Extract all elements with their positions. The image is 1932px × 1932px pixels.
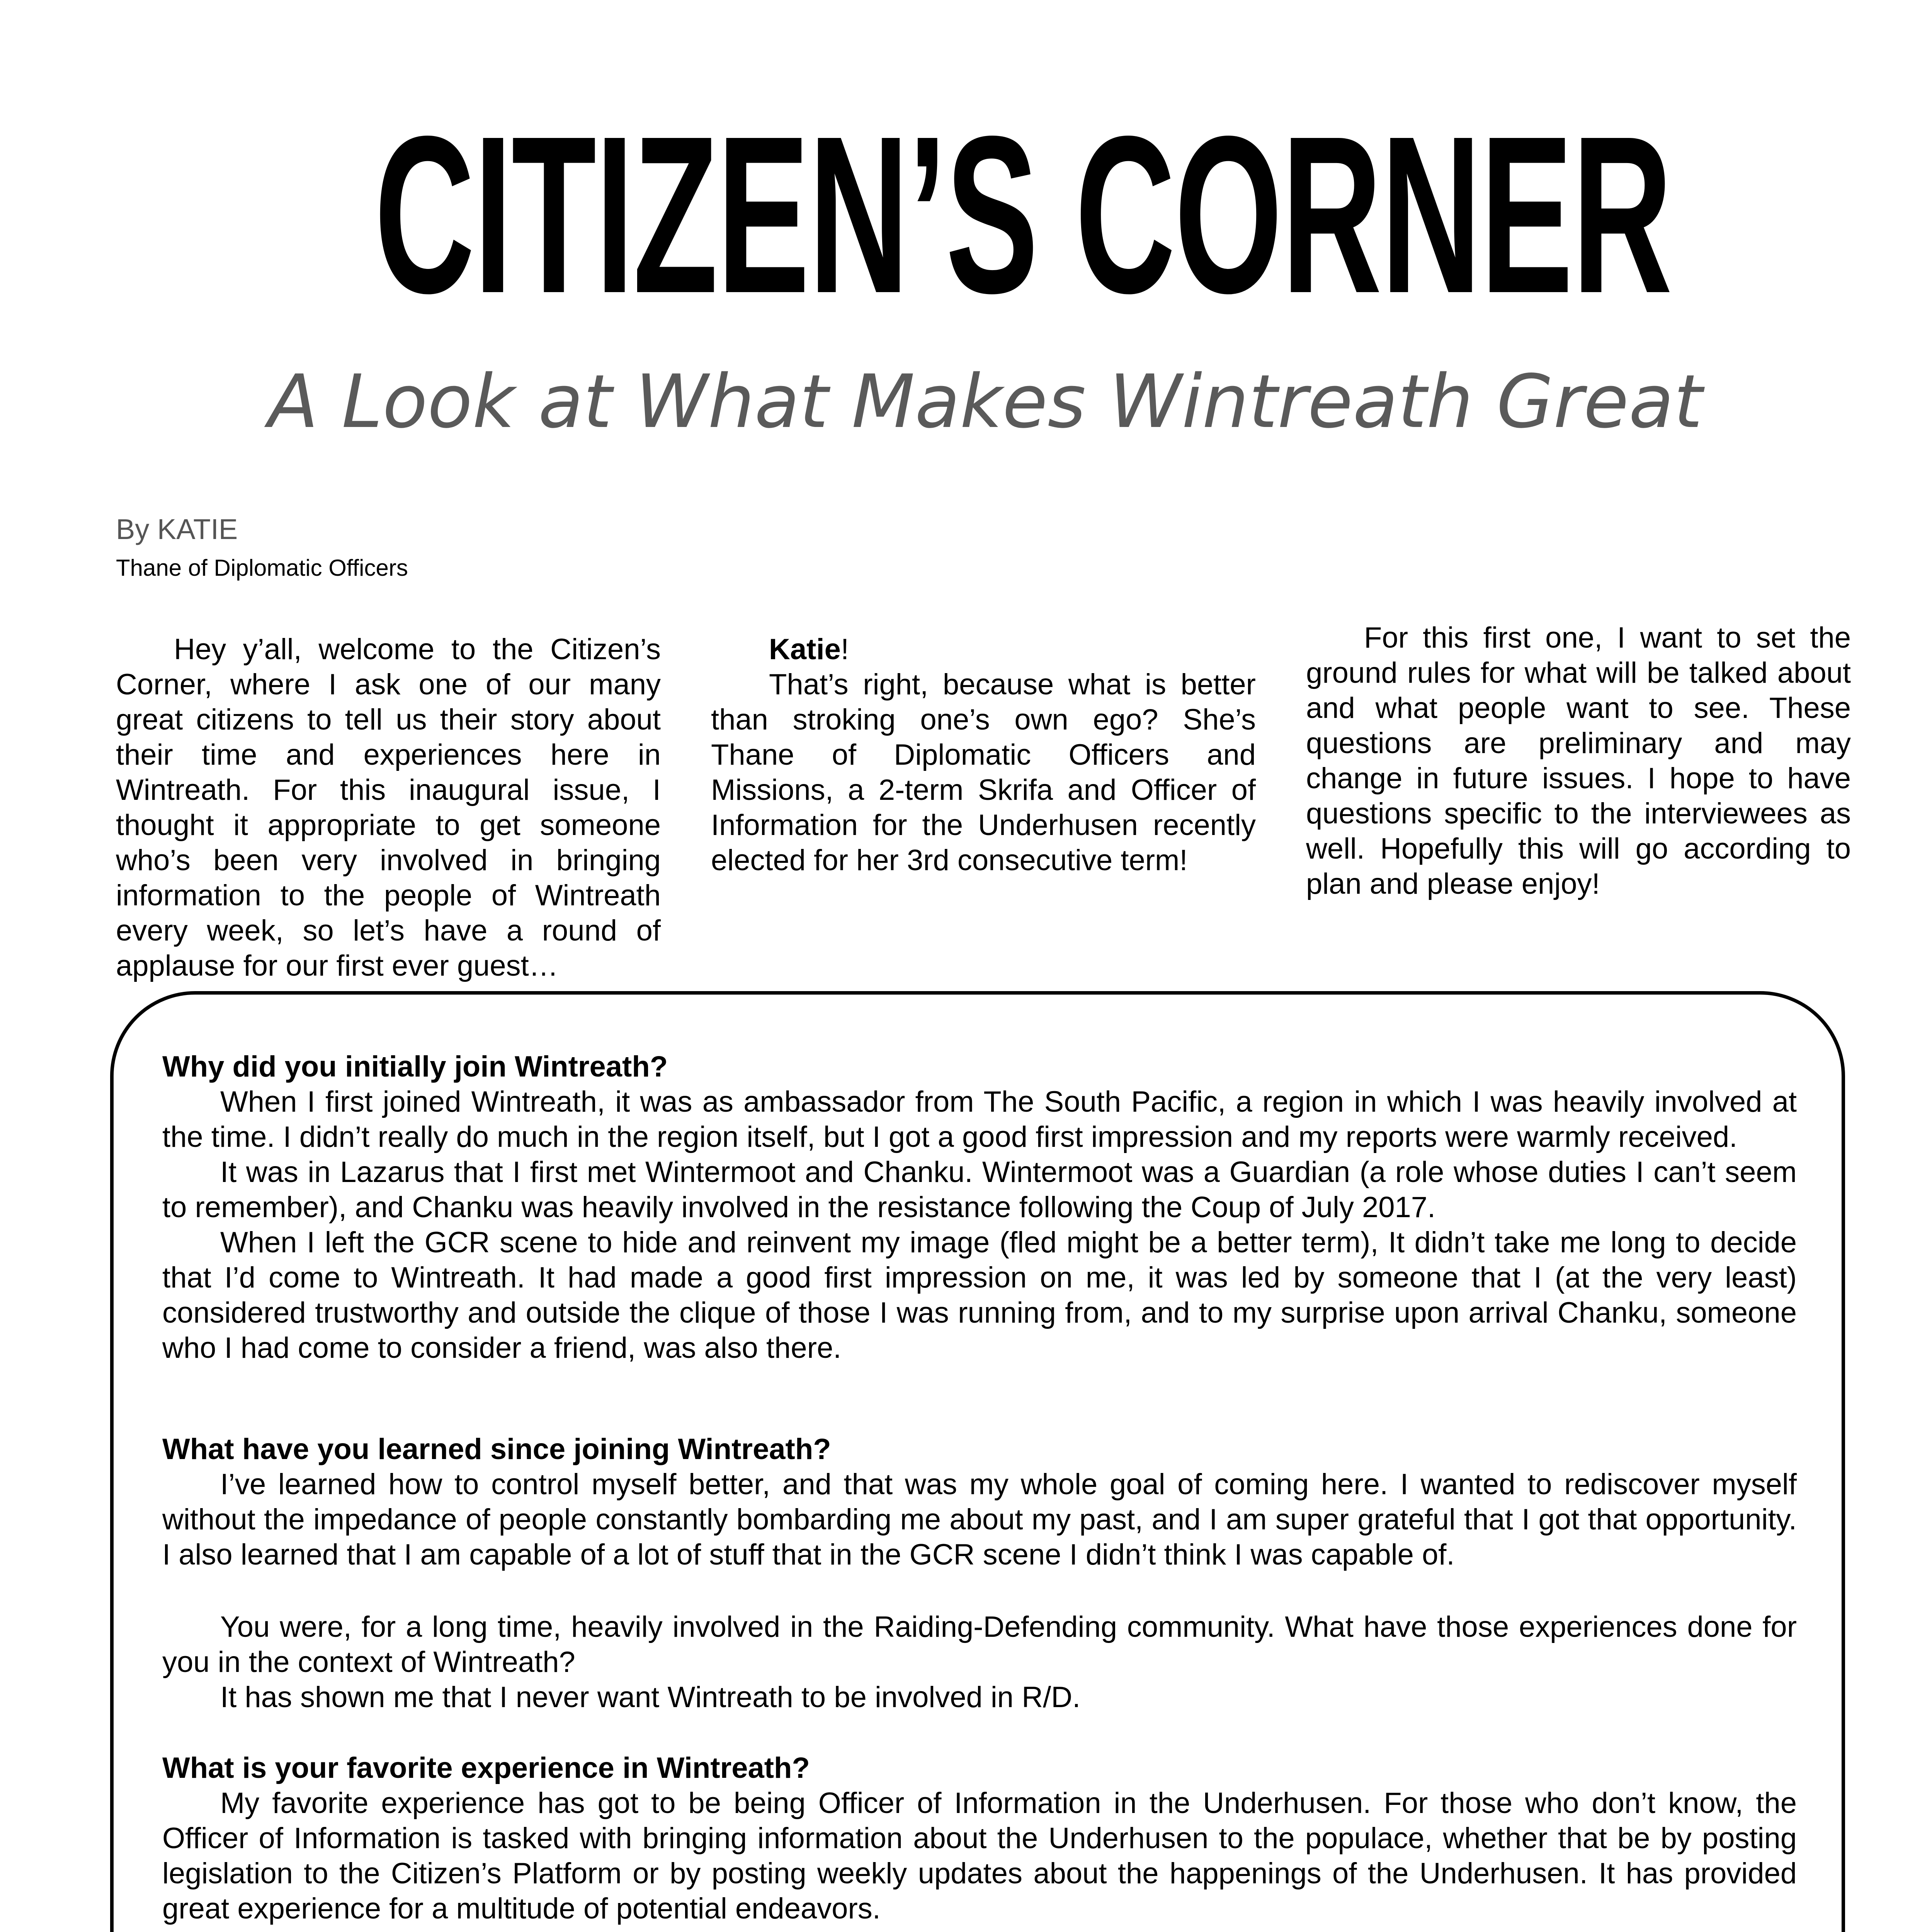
- answer: My favorite experience has got to be being Officer of Information in the Underhusen. For those who don’t know, the Officer of Information is tasked with bringing information about the Underhusen to the populace, whether that be by posting legislation to the Citizen’s Platform or by posting weekly updates about the happenings of the Underhusen. It has provided great experience for a multitude of potential endeavors.: [162, 1787, 1797, 1925]
- byline-role: Thane of Diplomatic Officers: [116, 555, 408, 581]
- qa-block-2: [162, 1432, 1797, 1572]
- intro-text: Hey y’all, welcome to the Citizen’s Corner, where I ask one of our many great citizens to tell us their story about their time and experiences here in Wintreath. For this inaugural issue, I thought it appropriate to get someone who’s been very involved in bringing information to the people of Wintreath every week, so let’s have a round of applause for our first ever guest…: [116, 633, 661, 982]
- qa-block-4: [162, 1750, 1797, 1926]
- answer: It has shown me that I never want Wintreath to be involved in R/D.: [220, 1681, 1081, 1714]
- intro-column-1: [116, 632, 661, 983]
- guest-line: [711, 632, 1256, 667]
- question: What is your favorite experience in Wintreath?: [162, 1752, 810, 1784]
- answer: I’ve learned how to control myself better, and that was my whole goal of coming here. I wanted to rediscover myself without the impedance of people constantly bombarding me about my past, and I am super grateful that I got that opportunity. I also learned that I am capable of a lot of stuff that in the GCR scene I didn’t think I was capable of.: [162, 1468, 1797, 1571]
- question: You were, for a long time, heavily involved in the Raiding-Defending community. What have those experiences done for you in the context of Wintreath?: [162, 1611, 1797, 1679]
- intro-paragraph: For this first one, I want to set the ground rules for what will be talked about and what people want to see. These questions are preliminary and may change in future issues. I hope to have questions specific to the interviewees as well. Hopefully this will go according to plan and please enjoy!: [1306, 621, 1851, 900]
- intro-column-2: [711, 632, 1256, 878]
- page-title: CITIZEN’S CORNER: [374, 89, 1672, 340]
- page-subtitle: A Look at What Makes Wintreath Great: [268, 359, 1703, 444]
- answer: When I first joined Wintreath, it was as ambassador from The South Pacific, a region in which I was heavily involved at the time. I didn’t really do much in the region itself, but I got a good first impression and my reports were warmly received.: [162, 1085, 1797, 1153]
- intro-paragraph: [116, 632, 661, 983]
- intro-paragraph: That’s right, because what is better than stroking one’s own ego? She’s Thane of Diplomatic Officers and Missions, a 2-term Skrifa and Officer of Information for the Underhusen recently elected for her 3rd consecutive term!: [711, 668, 1256, 877]
- guest-name: Katie: [769, 633, 841, 666]
- intro-column-3: [1306, 620, 1851, 901]
- question: Why did you initially join Wintreath?: [162, 1050, 668, 1083]
- answer: It was in Lazarus that I first met Wintermoot and Chanku. Wintermoot was a Guardian (a role whose duties I can’t seem to remember), and Chanku was heavily involved in the resistance following the Coup of July 2017.: [162, 1156, 1797, 1224]
- qa-block-3: [162, 1609, 1797, 1715]
- question: What have you learned since joining Wintreath?: [162, 1433, 831, 1466]
- guest-suffix: !: [840, 633, 849, 666]
- byline-author: By KATIE: [116, 513, 238, 545]
- answer: When I left the GCR scene to hide and reinvent my image (fled might be a better term), It didn’t take me long to decide that I’d come to Wintreath. It had made a good first impression on me, it was led by someone that I (at the very least) considered trustworthy and outside the clique of those I was running from, and to my surprise upon arrival Chanku, someone who I had come to consider a friend, was also there.: [162, 1226, 1797, 1364]
- qa-block-1: [162, 1049, 1797, 1366]
